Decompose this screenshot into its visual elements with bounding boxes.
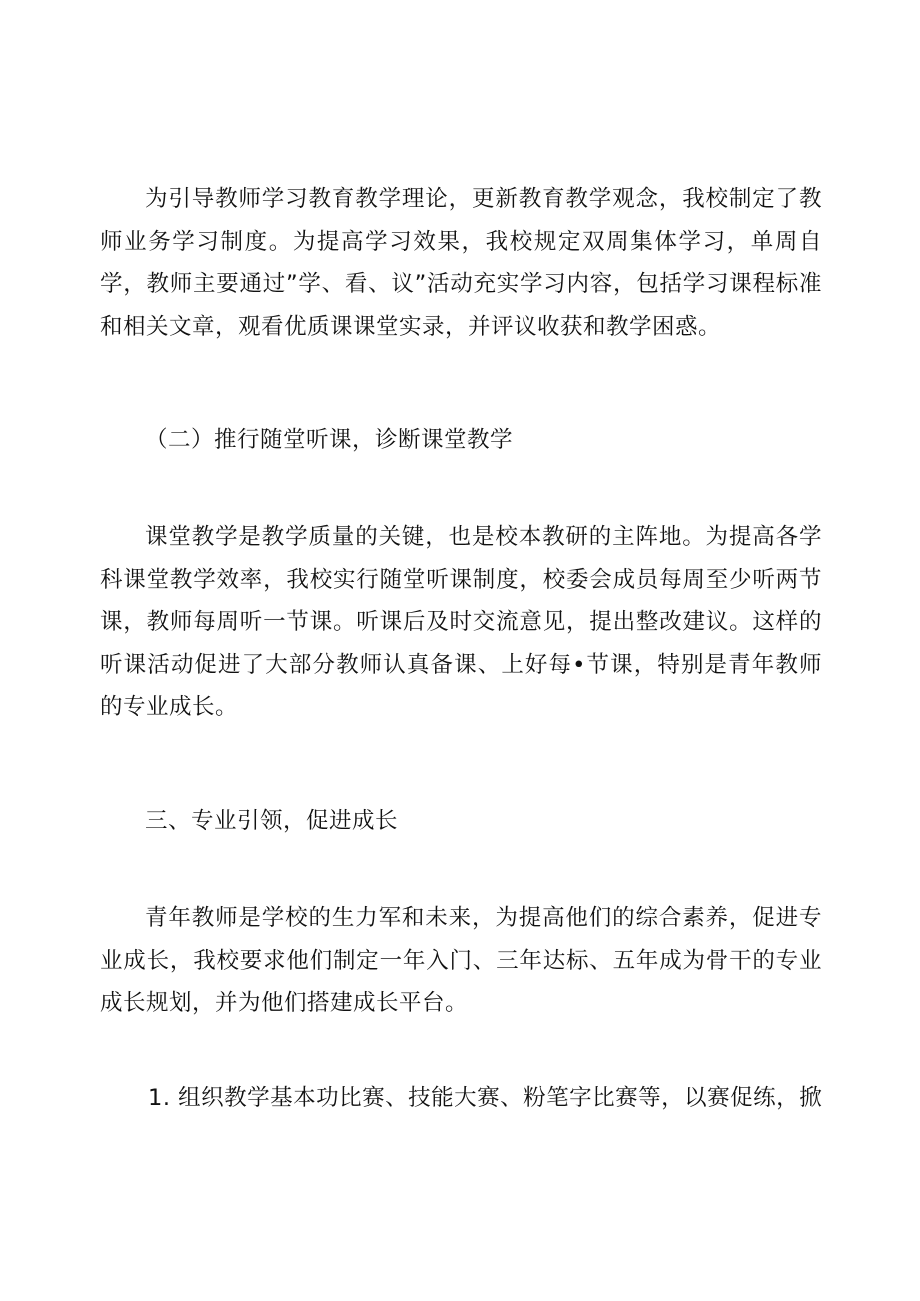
- list-item-competitions: 1. 组织教学基本功比赛、技能大赛、粉笔字比赛等，以赛促练，掀: [148, 1085, 823, 1111]
- section-heading-professional-growth: 三、专业引领，促进成长: [145, 808, 399, 834]
- paragraph-teacher-study: 为引导教师学习教育教学理论，更新教育教学观念，我校制定了教师业务学习制度。为提高学习效果，我校规定双周集体学习，单周自学，教师主要通过”学、看、议”活动充实学习内容，包括学习课程标准和相关文章，观看优质课课堂实录，并评议收获和教学困惑。: [100, 186, 822, 340]
- section-heading-classroom-observation: （二）推行随堂听课，诊断课堂教学: [145, 427, 514, 453]
- paragraph-classroom-teaching: 课堂教学是教学质量的关键，也是校本教研的主阵地。为提高各学科课堂教学效率，我校实行随堂听课制度，校委会成员每周至少听两节课，教师每周听一节课。听课后及时交流意见，提出整改建议。这样的听课活动促进了大部分教师认真备课、上好每•节课，特别是青年教师的专业成长。: [100, 524, 822, 720]
- paragraph-young-teachers: 青年教师是学校的生力军和未来，为提高他们的综合素养，促进专业成长，我校要求他们制定一年入门、三年达标、五年成为骨干的专业成长规划，并为他们搭建成长平台。: [100, 905, 822, 1016]
